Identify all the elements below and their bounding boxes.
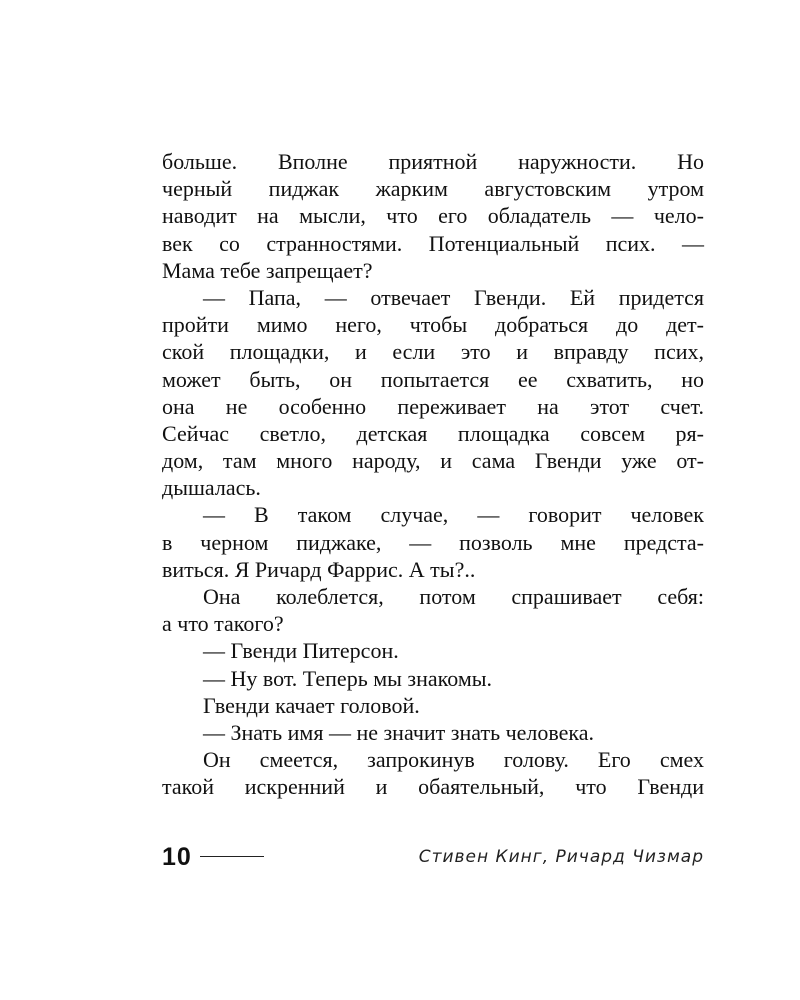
text-line: такой искренний и обаятельный, что Гвенди: [162, 774, 704, 800]
text-line: — Знать имя — не значит знать человека.: [203, 719, 595, 745]
text-line: Она колеблется, потом спрашивает себя:: [203, 584, 704, 609]
text-line: — Ну вот. Теперь мы знакомы.: [203, 665, 493, 691]
text-line: дышалась.: [162, 475, 261, 501]
text-line: Мама тебе запрещает?: [162, 257, 373, 283]
text-line: — Гвенди Питерсон.: [203, 638, 399, 664]
page-number: 10: [162, 843, 192, 871]
text-line: виться. Я Ричард Фаррис. А ты?..: [162, 556, 476, 582]
running-head-authors: Стивен Кинг, Ричард Чизмар: [418, 847, 704, 867]
text-line: пройти мимо него, чтобы добраться до дет-: [162, 312, 704, 338]
text-line: наводит на мысли, что его обладатель — чело-: [162, 203, 704, 229]
text-line: Гвенди качает головой.: [203, 692, 420, 718]
text-line: может быть, он попытается ее схватить, но: [162, 366, 704, 392]
text-line: Он смеется, запрокинув голову. Его смех: [203, 747, 704, 773]
body-text: [162, 148, 704, 801]
text-line: — Папа, — отвечает Гвенди. Ей придется: [203, 284, 704, 310]
text-line: больше. Вполне приятной наружности. Но: [162, 149, 704, 174]
text-line: дом, там много народу, и сама Гвенди уже от-: [162, 448, 704, 474]
text-line: черный пиджак жарким августовским утром: [162, 176, 704, 202]
page-footer: [162, 840, 704, 874]
text-line: она не особенно переживает на этот счет.: [162, 393, 704, 419]
text-line: а что такого?: [162, 611, 284, 637]
text-line: в черном пиджаке, — позволь мне предста-: [162, 529, 704, 555]
text-line: Сейчас светло, детская площадка совсем ря-: [162, 420, 704, 446]
footer-rule: [200, 856, 264, 857]
text-line: ской площадки, и если это и вправду псих,: [162, 339, 704, 365]
text-line: век со странностями. Потенциальный псих. —: [162, 230, 704, 256]
text-line: — В таком случае, — говорит человек: [203, 502, 704, 528]
